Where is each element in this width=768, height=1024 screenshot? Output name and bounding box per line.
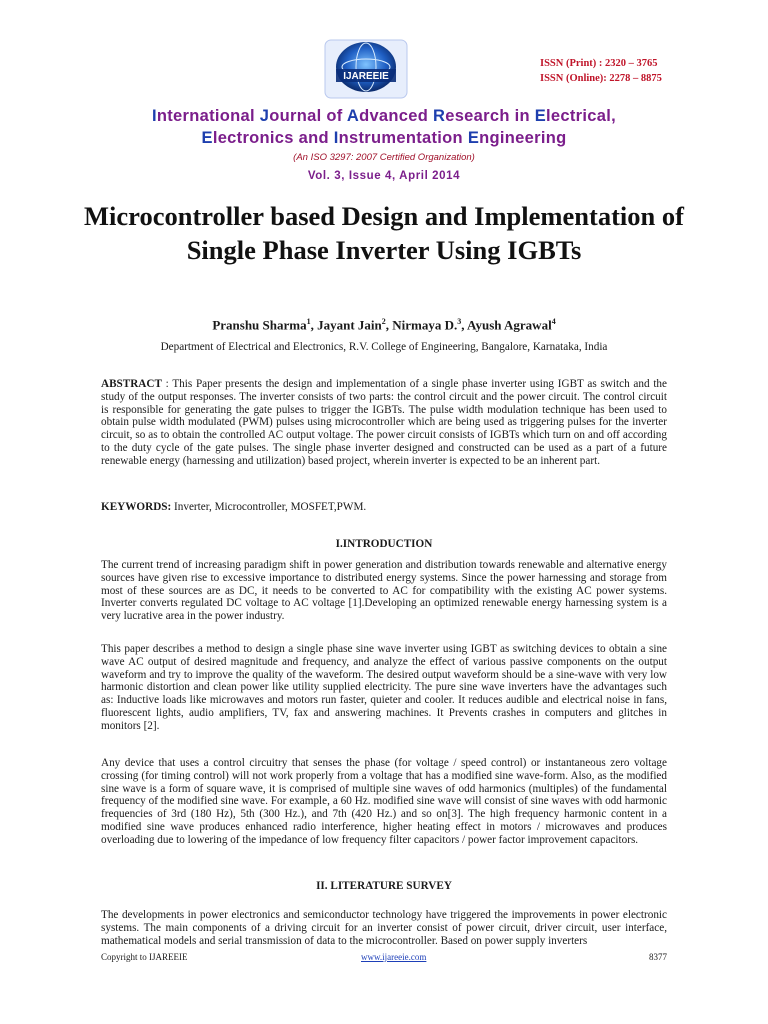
abstract-text: : This Paper presents the design and implementation of a single phase inverter using IGBT as switch and the study of the output responses. The inverter consists of two parts: the control circuit and the power circuit. The control circuit is responsible for generating the gate pulses to trigger the IGBTs. The pulse width modulation technique has been used to obtain pulse width modulated (PWM) pulses using microcontroller which are being used as triggering pulses for the inverter circuit, so as to obtain the controlled AC output voltage. The power circuit consists of IGBTs which turn on and off according to the duty cycle of the gate pulses. The single phase inverter designed and constructed can be used as a part of a future renewable energy (harnessing and utilization) based project, wherein inverter is expected to be an inherent part. bbox=[101, 378, 667, 467]
author-affiliation-mark: 1 bbox=[306, 317, 311, 326]
intro-paragraph bbox=[101, 643, 667, 733]
journal-name-word: ngineering bbox=[479, 129, 567, 147]
author-name: Jayant Jain bbox=[317, 317, 382, 333]
journal-name-line2 bbox=[0, 127, 768, 149]
journal-name-capital: A bbox=[346, 107, 360, 125]
paragraph-text: The developments in power electronics and semiconductor technology have triggered the improvements in power electronic systems. The main components of a driving circuit for an inverter consist of power circuit, driver circuit, user interface, mathematical models and serial transmission of data to the microcontroller. Based on power supply inverters bbox=[101, 909, 667, 947]
keywords bbox=[101, 501, 667, 514]
logo-text: IJAREEIE bbox=[343, 71, 389, 82]
affiliation: Department of Electrical and Electronics, R.V. College of Engineering, Bangalore, Karnataka, India bbox=[160, 341, 608, 353]
issn-block bbox=[540, 56, 720, 86]
journal-name-capital: I bbox=[151, 107, 157, 125]
journal-name-word: ournal of bbox=[269, 107, 347, 125]
author-affiliation-mark: 2 bbox=[381, 317, 386, 326]
footer-website-link[interactable]: www.ijareeie.com bbox=[361, 952, 427, 962]
issn-online: ISSN (Online): 2278 – 8875 bbox=[540, 73, 662, 84]
volume-issue: Vol. 3, Issue 4, April 2014 bbox=[307, 170, 461, 182]
section-heading-introduction: I.INTRODUCTION bbox=[335, 538, 433, 550]
journal-name-capital: J bbox=[259, 107, 270, 125]
intro-paragraph bbox=[101, 559, 667, 623]
journal-name-word: esearch in bbox=[445, 107, 535, 125]
journal-logo bbox=[322, 38, 410, 102]
author-affiliation-mark: 3 bbox=[457, 317, 462, 326]
intro-paragraph bbox=[101, 757, 667, 847]
abstract-label: ABSTRACT bbox=[101, 378, 162, 390]
author-affiliation-mark: 4 bbox=[551, 317, 556, 326]
journal-name-capital: E bbox=[534, 107, 547, 125]
page-footer bbox=[101, 952, 667, 966]
footer-page-number: 8377 bbox=[649, 952, 667, 962]
journal-name-capital: E bbox=[201, 129, 213, 147]
journal-name-capital: I bbox=[333, 129, 339, 147]
author-list bbox=[0, 317, 768, 333]
author-separator: , bbox=[310, 317, 318, 333]
author-separator: , bbox=[385, 317, 393, 333]
issn-print: ISSN (Print) : 2320 – 3765 bbox=[540, 58, 658, 69]
author-name: Pranshu Sharma bbox=[212, 317, 307, 333]
journal-name-word: lectronics and bbox=[212, 129, 334, 147]
certification-note: (An ISO 3297: 2007 Certified Organization) bbox=[293, 152, 475, 163]
abstract bbox=[101, 378, 667, 468]
journal-name-line1 bbox=[0, 105, 768, 127]
literature-paragraph bbox=[101, 909, 667, 947]
journal-name-word: lectrical, bbox=[546, 107, 617, 125]
journal-name-word: dvanced bbox=[359, 107, 433, 125]
paragraph-text: The current trend of increasing paradigm shift in power generation and distribution towards renewable and alternative energy sources have given rise to excessive importance to distributed energy systems. Since the power harnessing and storage from most of these sources are as DC, it needs to be converted to AC for compatibility with the existing AC power systems. Inverter converts regulated DC voltage to AC voltage [1].Developing an optimized renewable energy harnessing system is a very lucrative area in the power industry. bbox=[101, 559, 667, 623]
journal-name bbox=[0, 105, 768, 149]
author-name: Nirmaya D. bbox=[392, 317, 458, 333]
author-separator: , bbox=[461, 317, 468, 333]
footer-copyright: Copyright to IJAREEIE bbox=[101, 952, 188, 962]
journal-name-capital: E bbox=[467, 129, 480, 147]
keywords-label: KEYWORDS: bbox=[101, 501, 172, 513]
paragraph-text: Any device that uses a control circuitry that senses the phase (for voltage / speed control) or instantaneous zero voltage crossing (for timing control) will not work properly from a voltage that has a modified sine wave-form. Also, as the modified sine wave is a form of square wave, it is comprised of multiple sine waves of odd harmonics (multiples) of the fundamental frequency of the modified sine wave. For example, a 60 Hz. modified sine wave will consist of sine waves with odd harmonic frequencies of 3rd (180 Hz), 5th (300 Hz.), and 7th (420 Hz.) and so on[3]. The high frequency harmonic content in a modified sine wave produces enhanced radio interference, higher heating effect in motors / microwaves and produces overloading due to lowering of the impedance of low frequency filter capacitors / power factor improvement capacitors. bbox=[101, 757, 667, 846]
paragraph-text: This paper describes a method to design a single phase sine wave inverter using IGBT as switching devices to obtain a sine wave AC output of desired magnitude and frequency, and analyze the effect of various passive components on the output waveform and try to improve the quality of the waveform. The desired output waveform should be a sine-wave with very low harmonic distortion and clean power like utility supplied electricity. The pure sine wave inverters have the advantages such as: Inductive loads like microwaves and motors run faster, quieter and cooler. It reduces audible and electrical noise in fans, fluorescent lights, audio amplifiers, TV, fax and answering machines. It Prevents crashes in computers and glitches in monitors [2]. bbox=[101, 643, 667, 732]
journal-name-word: nternational bbox=[156, 107, 260, 125]
paper-title: Microcontroller based Design and Implementation of Single Phase Inverter Using IGBTs bbox=[84, 201, 684, 265]
section-heading-literature-survey: II. LITERATURE SURVEY bbox=[316, 880, 452, 892]
journal-name-word: nstrumentation bbox=[338, 129, 468, 147]
keywords-text: Inverter, Microcontroller, MOSFET,PWM. bbox=[171, 501, 367, 513]
author-name: Ayush Agrawal bbox=[467, 317, 552, 333]
journal-name-capital: R bbox=[433, 107, 446, 125]
